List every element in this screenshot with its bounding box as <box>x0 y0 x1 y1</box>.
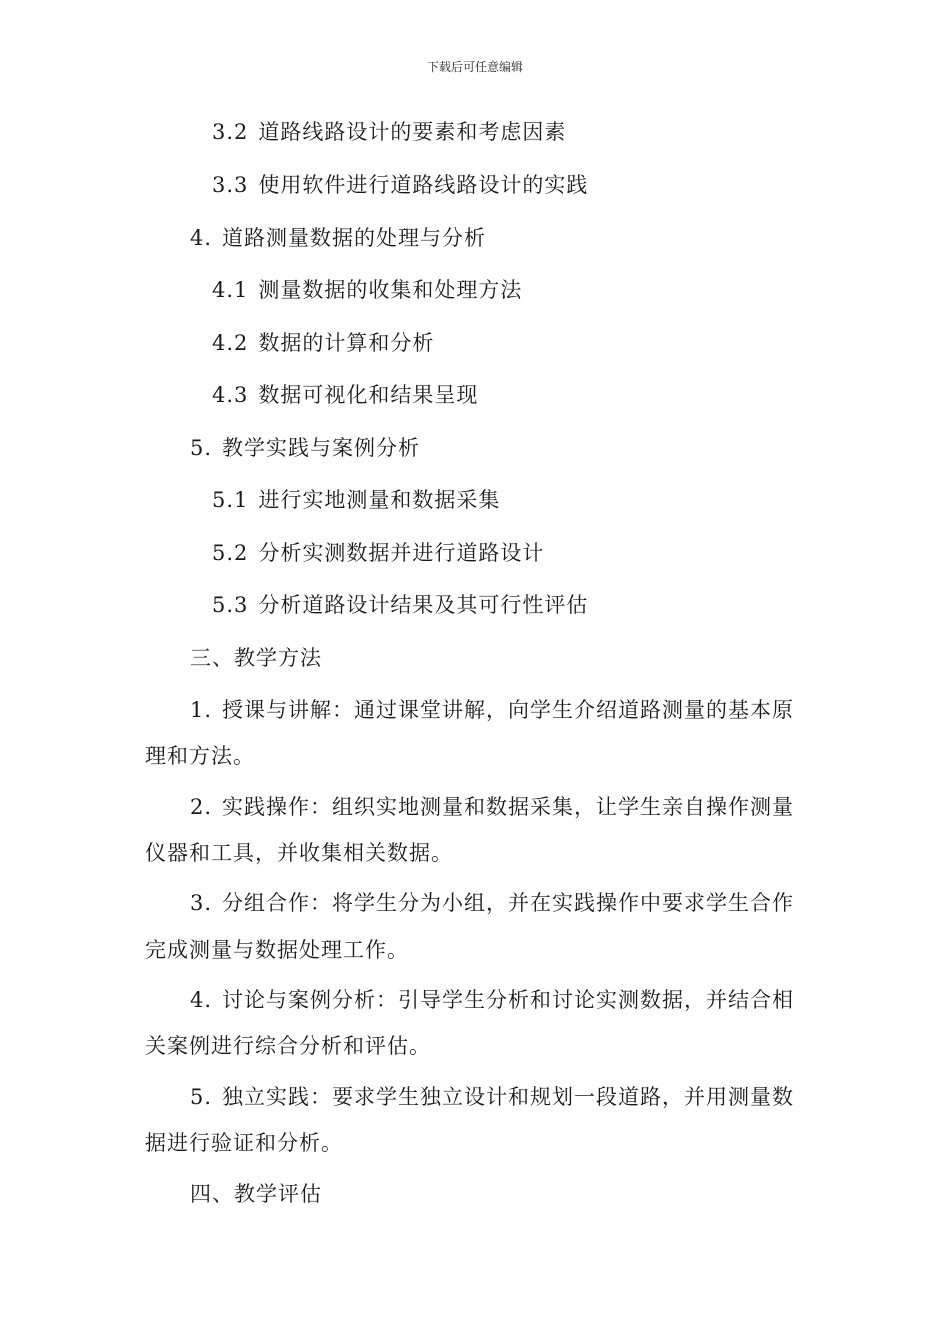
outline-number: 5.2 <box>212 541 249 565</box>
outline-item <box>190 222 486 252</box>
method-text: 实践操作：组织实地测量和数据采集，让学生亲自操作测量 <box>222 795 795 819</box>
outline-text: 分析道路设计结果及其可行性评估 <box>258 593 589 617</box>
outline-text: 道路测量数据的处理与分析 <box>222 226 487 250</box>
outline-text: 进行实地测量和数据采集 <box>258 488 501 512</box>
method-item-line1 <box>190 984 794 1014</box>
outline-text: 道路线路设计的要素和考虑因素 <box>258 120 567 144</box>
outline-text: 测量数据的收集和处理方法 <box>258 278 523 302</box>
method-number: 1. <box>190 698 213 722</box>
method-item-line1 <box>190 694 794 724</box>
outline-number: 4.1 <box>212 278 249 302</box>
outline-text: 分析实测数据并进行道路设计 <box>258 541 545 565</box>
outline-number: 5.3 <box>212 593 249 617</box>
method-text: 分组合作：将学生分为小组，并在实践操作中要求学生合作 <box>222 891 795 915</box>
method-text: 讨论与案例分析：引导学生分析和讨论实测数据，并结合相 <box>222 988 795 1012</box>
section-heading-teaching-methods: 三、教学方法 <box>190 646 322 670</box>
outline-number: 3.2 <box>212 120 249 144</box>
method-item-line1 <box>190 1081 794 1111</box>
section-heading-teaching-evaluation: 四、教学评估 <box>190 1182 322 1206</box>
method-item-line2: 理和方法。 <box>145 744 255 768</box>
outline-item <box>212 169 588 199</box>
outline-item <box>212 379 478 409</box>
method-item-line1 <box>190 887 794 917</box>
method-number: 4. <box>190 988 213 1012</box>
header-note: 下载后可任意编辑 <box>426 60 523 74</box>
outline-number: 5. <box>190 436 213 460</box>
method-number: 5. <box>190 1085 213 1109</box>
outline-item <box>212 484 500 514</box>
outline-item <box>212 537 544 567</box>
method-number: 2. <box>190 795 213 819</box>
outline-item <box>212 274 522 304</box>
method-text: 授课与讲解：通过课堂讲解，向学生介绍道路测量的基本原 <box>222 698 795 722</box>
method-item-line2: 关案例进行综合分析和评估。 <box>145 1034 431 1058</box>
method-item-line2: 据进行验证和分析。 <box>145 1131 343 1155</box>
outline-item <box>212 116 566 146</box>
outline-number: 3.3 <box>212 173 249 197</box>
method-item-line2: 仪器和工具，并收集相关数据。 <box>145 841 453 865</box>
method-text: 独立实践：要求学生独立设计和规划一段道路，并用测量数 <box>222 1085 795 1109</box>
method-item-line2: 完成测量与数据处理工作。 <box>145 938 409 962</box>
method-number: 3. <box>190 891 213 915</box>
outline-number: 4.3 <box>212 383 249 407</box>
outline-number: 4. <box>190 226 213 250</box>
outline-text: 数据可视化和结果呈现 <box>258 383 479 407</box>
outline-number: 5.1 <box>212 488 249 512</box>
outline-item <box>212 589 588 619</box>
outline-item <box>212 327 434 357</box>
outline-text: 数据的计算和分析 <box>258 331 435 355</box>
method-item-line1 <box>190 791 794 821</box>
outline-number: 4.2 <box>212 331 249 355</box>
outline-item <box>190 432 420 462</box>
outline-text: 教学实践与案例分析 <box>222 436 421 460</box>
outline-text: 使用软件进行道路线路设计的实践 <box>258 173 589 197</box>
